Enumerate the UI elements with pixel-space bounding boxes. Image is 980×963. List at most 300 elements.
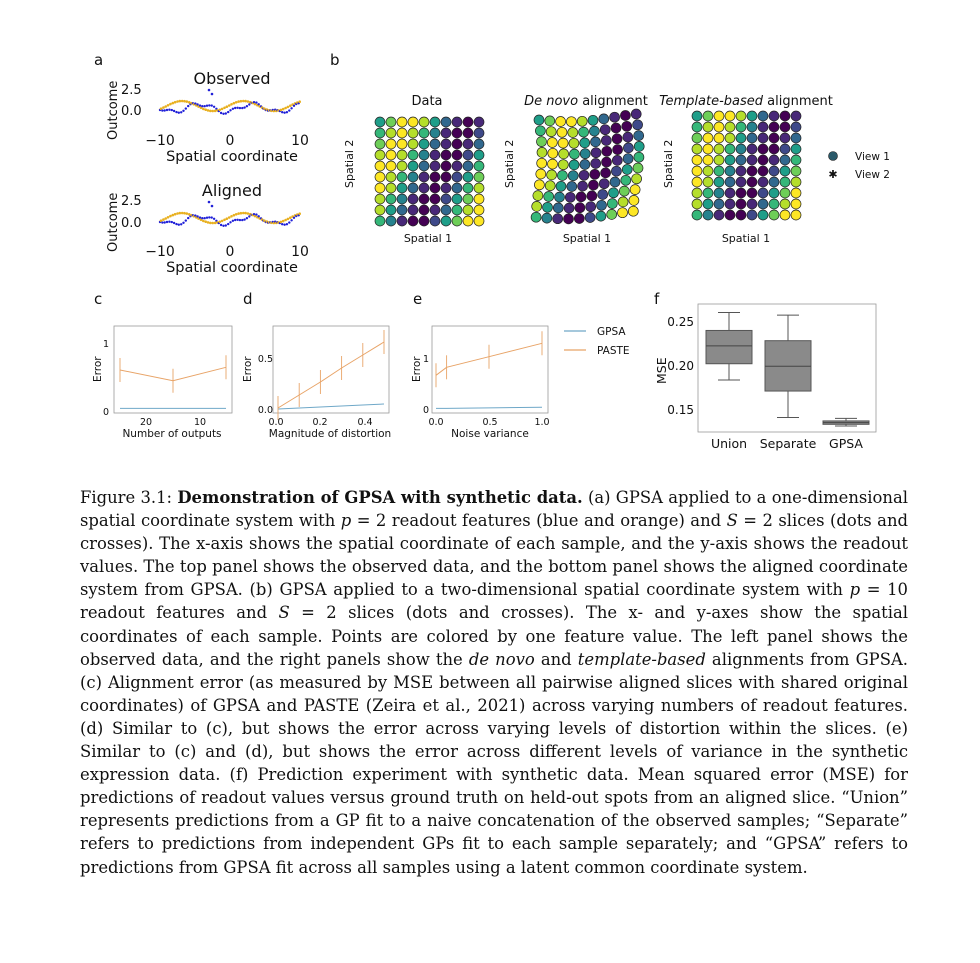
view1-point	[430, 150, 440, 160]
orange-point	[223, 107, 226, 110]
orange-point	[176, 212, 179, 215]
blue-point	[281, 223, 283, 225]
view1-point	[574, 214, 584, 224]
view1-point	[714, 122, 724, 132]
view1-point	[736, 199, 746, 209]
panel-e-xtick-0.5: 0.5	[482, 417, 498, 428]
caption-var-p: p	[849, 580, 861, 600]
blue-point	[213, 218, 215, 220]
view1-point	[430, 205, 440, 215]
view1-point	[441, 150, 451, 160]
view1-point	[386, 183, 396, 193]
blue-point	[255, 101, 257, 103]
view1-point	[791, 155, 801, 165]
panel-b-denovo-xlabel: Spatial 1	[562, 232, 612, 245]
view1-point	[580, 149, 590, 159]
view1-point	[386, 172, 396, 182]
orange-point	[169, 215, 172, 218]
view1-point	[791, 122, 801, 132]
view1-point	[599, 114, 609, 124]
blue-point	[204, 105, 206, 107]
panel-e-ytick-0: 0	[422, 405, 429, 416]
blue-point	[236, 219, 238, 221]
view1-point	[386, 194, 396, 204]
view1-point	[430, 194, 440, 204]
view1-point	[556, 117, 566, 127]
view1-point	[419, 150, 429, 160]
view1-point	[736, 111, 746, 121]
view1-point	[703, 177, 713, 187]
orange-point	[204, 220, 207, 223]
view1-point	[386, 128, 396, 138]
orange-point	[211, 222, 214, 225]
view1-point	[703, 166, 713, 176]
view1-point	[602, 157, 612, 167]
view1-point	[386, 150, 396, 160]
panel-e-frame	[432, 326, 548, 413]
orange-point	[172, 102, 175, 105]
panel-b-title-data: Data	[411, 94, 443, 109]
caption-text: alignments from GPSA. (c) Alignment error (as measured by MSE between all pairwise aligned slices with shared original coordinates) of GPSA and PASTE (Zeira et al., 2021) across varying numbers of readout features. (d) Similar to (c), but shows the error across varying levels of distortion within the slices. (e) Similar to (c) and (d), but shows the error across different levels of variance in the synthetic expression data. (f) Prediction experiment with synthetic data. Mean squared error (MSE) for predictions of readout values versus ground truth on held-out spots from an aligned slice. “Union” represents predictions from a GP fit to a naive concatenation of the observed samples; “Separate” refers to predictions from independent GPs fit to each sample separately; and “GPSA” refers to predictions from GPSA fit across all samples using a latent common coordinate system.	[80, 649, 908, 877]
view1-point	[758, 111, 768, 121]
view1-point	[535, 126, 545, 136]
view1-point	[725, 122, 735, 132]
blue-point	[178, 112, 180, 114]
caption-italic-template: template-based	[577, 649, 706, 669]
view1-point	[419, 216, 429, 226]
orange-point	[298, 212, 301, 215]
panel-b-denovo-ylabel: Spatial 2	[503, 139, 516, 188]
view1-point	[703, 144, 713, 154]
view1-point	[569, 149, 579, 159]
blue-point	[239, 219, 241, 221]
orange-point	[282, 108, 285, 111]
orange-point	[287, 106, 290, 109]
orange-point	[211, 110, 214, 113]
orange-point	[214, 110, 217, 113]
view1-point	[599, 179, 609, 189]
view1-point	[375, 117, 385, 127]
panel-f-ytick-0.25: 0.25	[667, 315, 694, 329]
view1-point	[618, 197, 628, 207]
orange-point	[284, 219, 287, 222]
view1-point	[714, 188, 724, 198]
legend-view1-marker	[829, 152, 838, 161]
view1-point	[725, 166, 735, 176]
orange-point	[282, 220, 285, 223]
blue-point	[286, 223, 288, 225]
panel-a-bottom-xtick-neg10: −10	[145, 244, 175, 260]
view1-point	[375, 216, 385, 226]
view1-point	[747, 188, 757, 198]
view1-point	[591, 148, 601, 158]
view1-point	[588, 115, 598, 125]
orange-point	[202, 108, 205, 111]
blue-point	[241, 219, 243, 221]
view1-point	[714, 177, 724, 187]
view1-point	[601, 136, 611, 146]
panel-a-bottom-title: Aligned	[201, 181, 263, 200]
series-line-paste	[278, 342, 384, 408]
view1-point	[769, 111, 779, 121]
panel-a-top-xtick-10: 10	[291, 133, 309, 149]
blue-point	[199, 104, 201, 106]
view1-point	[623, 154, 633, 164]
view1-point	[758, 177, 768, 187]
view1-point	[397, 205, 407, 215]
view1-point	[441, 172, 451, 182]
legend-paste-label: PASTE	[597, 345, 630, 357]
blue-point	[208, 201, 211, 204]
blue-point	[164, 109, 166, 111]
view1-point	[612, 134, 622, 144]
view1-point	[408, 161, 418, 171]
view1-point	[692, 155, 702, 165]
orange-point	[164, 217, 167, 220]
orange-point	[233, 102, 236, 105]
view1-point	[747, 111, 757, 121]
panel-b-title-denovo-rest: alignment	[578, 94, 648, 109]
blue-point	[243, 106, 245, 108]
view1-point	[714, 155, 724, 165]
blue-point	[206, 217, 208, 219]
panel-c-ylabel: Error	[92, 356, 104, 382]
panel-a-top-xtick-0: 0	[225, 133, 235, 149]
view1-point	[576, 192, 586, 202]
view1-point	[408, 183, 418, 193]
view1-point	[375, 183, 385, 193]
caption-text: (a) GPSA applied to a one-dimensional spatial coordinate system with	[80, 488, 908, 531]
view1-point	[769, 144, 779, 154]
blue-point	[204, 217, 206, 219]
view1-point	[419, 172, 429, 182]
view1-point	[623, 143, 633, 153]
view1-point	[622, 121, 632, 131]
panel-a-bottom-xtick-0: 0	[225, 244, 235, 260]
panel-f-xtick-union: Union	[710, 436, 748, 451]
view1-point	[419, 183, 429, 193]
blue-point	[208, 89, 211, 92]
panel-b-title-denovo-italic: De novo	[524, 94, 579, 109]
orange-point	[179, 212, 182, 215]
orange-point	[242, 100, 245, 103]
caption-italic-denovo: de novo	[468, 649, 535, 669]
panel-b-title-template-italic: Template-based	[659, 94, 764, 109]
view1-point	[634, 152, 644, 162]
view1-point	[430, 183, 440, 193]
blue-point	[187, 217, 189, 219]
panel-a-bottom-xlabel: Spatial coordinate	[166, 260, 298, 276]
blue-point	[164, 221, 166, 223]
view1-point	[463, 205, 473, 215]
panel-f-ytick-0.20: 0.20	[667, 359, 694, 373]
view1-point	[452, 161, 462, 171]
panel-letter-a: a	[94, 51, 104, 69]
blue-point	[208, 104, 210, 106]
view1-point	[463, 128, 473, 138]
panel-d-xtick-0.2: 0.2	[312, 417, 328, 428]
view1-point	[474, 139, 484, 149]
view1-point	[736, 122, 746, 132]
orange-point	[221, 220, 224, 223]
view1-point	[769, 122, 779, 132]
view1-point	[463, 183, 473, 193]
blue-point	[175, 223, 177, 225]
view1-point	[375, 139, 385, 149]
view1-point	[791, 177, 801, 187]
blue-point	[288, 109, 290, 111]
view1-point	[725, 155, 735, 165]
view1-point	[758, 166, 768, 176]
view1-point	[758, 188, 768, 198]
view1-point	[419, 205, 429, 215]
view1-point	[375, 172, 385, 182]
view1-point	[463, 117, 473, 127]
view1-point	[568, 128, 578, 138]
view1-point	[545, 116, 555, 126]
view1-point	[692, 188, 702, 198]
view1-point	[630, 185, 640, 195]
view1-point	[430, 172, 440, 182]
panel-b-figure	[340, 86, 900, 251]
panel-letter-e: e	[413, 290, 423, 308]
panel-a-bottom-ylabel: Outcome	[106, 192, 121, 252]
view1-point	[703, 122, 713, 132]
orange-point	[209, 110, 212, 113]
legend-view2-label: View 2	[855, 169, 890, 181]
blue-point	[290, 219, 292, 221]
view1-point	[430, 216, 440, 226]
panel-a-top-scatter	[159, 89, 301, 115]
view1-point	[633, 120, 643, 130]
view1-point	[758, 144, 768, 154]
orange-point	[221, 108, 224, 111]
view1-point	[430, 117, 440, 127]
view1-point	[553, 214, 563, 224]
blue-point	[283, 224, 285, 226]
orange-point	[214, 222, 217, 225]
view1-point	[631, 109, 641, 119]
view1-point	[474, 150, 484, 160]
series-line-gpsa	[278, 404, 384, 409]
blue-point	[178, 224, 180, 226]
view1-point	[692, 133, 702, 143]
orange-point	[284, 107, 287, 110]
view1-point	[714, 111, 724, 121]
panel-a-bottom-ytick-2.5: 2.5	[121, 194, 142, 209]
panel-f-figure	[650, 296, 890, 456]
view1-point	[747, 210, 757, 220]
view1-point	[386, 117, 396, 127]
panel-a-top-ytick-2.5: 2.5	[121, 83, 142, 98]
view1-point	[547, 170, 557, 180]
view1-point	[375, 128, 385, 138]
view1-point	[474, 128, 484, 138]
view1-point	[556, 181, 566, 191]
view1-point	[769, 133, 779, 143]
view1-point	[397, 128, 407, 138]
blue-point	[225, 224, 227, 226]
orange-point	[167, 104, 170, 107]
view1-point	[736, 188, 746, 198]
panel-d-ylabel: Error	[242, 356, 254, 382]
blue-point	[182, 222, 184, 224]
view1-point	[634, 131, 644, 141]
view1-point	[791, 166, 801, 176]
view1-point	[791, 111, 801, 121]
orange-point	[244, 212, 247, 215]
blue-point	[166, 221, 168, 223]
view1-point	[747, 122, 757, 132]
view1-point	[419, 139, 429, 149]
view1-point	[703, 188, 713, 198]
orange-point	[233, 214, 236, 217]
view1-point	[725, 177, 735, 187]
view1-point	[769, 199, 779, 209]
view1-point	[441, 161, 451, 171]
view1-point	[463, 150, 473, 160]
legend-view2-marker: ✱	[828, 168, 838, 181]
panel-d-xtick-0: 0.0	[268, 417, 284, 428]
blue-point	[171, 109, 173, 111]
view1-point	[791, 199, 801, 209]
view1-point	[703, 155, 713, 165]
view1-point	[703, 199, 713, 209]
view1-point	[758, 210, 768, 220]
view1-point	[397, 150, 407, 160]
view1-point	[419, 117, 429, 127]
view1-point	[557, 171, 567, 181]
blue-point	[185, 219, 187, 221]
orange-point	[280, 109, 283, 112]
view1-point	[623, 132, 633, 142]
orange-point	[235, 101, 238, 104]
view1-point	[747, 166, 757, 176]
figure-caption	[80, 486, 908, 879]
view1-point	[791, 188, 801, 198]
view1-point	[612, 155, 622, 165]
orange-point	[207, 221, 210, 224]
view1-point	[537, 147, 547, 157]
panel-d-xtick-0.4: 0.4	[357, 417, 373, 428]
caption-text: = 2 slices (dots and crosses). The x- and y-axes show the spatial coordinates of each sample. Points are colored by one feature value. The left panel shows the observed data, and the right panels show the	[80, 603, 909, 669]
caption-var-p: p	[340, 511, 352, 531]
view1-point	[633, 163, 643, 173]
view1-point	[769, 188, 779, 198]
panel-e-lines	[436, 331, 542, 408]
view1-point	[531, 212, 541, 222]
panel-d-ytick-0.5: 0.5	[257, 354, 273, 365]
view1-point	[375, 194, 385, 204]
orange-point	[247, 100, 250, 103]
view1-point	[618, 208, 628, 218]
view1-point	[544, 192, 554, 202]
blue-point	[173, 110, 175, 112]
view1-point	[736, 177, 746, 187]
view1-point	[714, 133, 724, 143]
view1-point	[463, 216, 473, 226]
panel-b-title-template	[659, 94, 833, 109]
panel-a-bottom-xtick-10: 10	[291, 244, 309, 260]
view1-point	[780, 122, 790, 132]
blue-point	[239, 107, 241, 109]
view1-point	[548, 159, 558, 169]
blue-point	[255, 213, 257, 215]
view1-point	[474, 161, 484, 171]
panel-letter-f: f	[654, 290, 660, 308]
view1-point	[758, 155, 768, 165]
panel-a-top-xtick-neg10: −10	[145, 133, 175, 149]
view1-point	[607, 209, 617, 219]
view1-point	[598, 190, 608, 200]
view1-point	[780, 133, 790, 143]
view1-point	[419, 194, 429, 204]
view1-point	[692, 122, 702, 132]
orange-point	[202, 220, 205, 223]
panel-e-ylabel: Error	[411, 356, 423, 382]
panel-f-xtick-gpsa: GPSA	[829, 436, 863, 451]
view1-point	[769, 166, 779, 176]
blue-point	[241, 107, 243, 109]
orange-point	[162, 218, 165, 221]
panel-d-ytick-0: 0.0	[257, 405, 273, 416]
view1-point	[408, 139, 418, 149]
orange-point	[219, 109, 222, 112]
panel-b-template-scatter	[692, 111, 801, 220]
view1-point	[758, 133, 768, 143]
view1-point	[703, 111, 713, 121]
orange-point	[207, 109, 210, 112]
view1-point	[736, 133, 746, 143]
view1-point	[632, 174, 642, 184]
blue-point	[180, 111, 182, 113]
view1-point	[537, 158, 547, 168]
view1-point	[474, 216, 484, 226]
legend-gpsa-label: GPSA	[597, 326, 626, 338]
blue-point	[248, 103, 250, 105]
view1-point	[441, 194, 451, 204]
panel-f-xtick-separate: Separate	[759, 436, 817, 451]
view1-point	[586, 202, 596, 212]
view1-point	[621, 175, 631, 185]
panel-b-data-scatter	[375, 116, 484, 228]
caption-bold-title: Demonstration of GPSA with synthetic data.	[177, 488, 583, 507]
view1-point	[397, 161, 407, 171]
view1-point	[546, 127, 556, 137]
view1-point	[452, 183, 462, 193]
view1-point	[780, 166, 790, 176]
view1-point	[386, 161, 396, 171]
orange-point	[237, 212, 240, 215]
view1-point	[386, 139, 396, 149]
panel-c-ytick-1: 1	[102, 339, 109, 350]
view1-point	[452, 205, 462, 215]
view1-point	[610, 112, 620, 122]
view1-point	[557, 127, 567, 137]
panel-b-data-xlabel: Spatial 1	[403, 232, 453, 245]
view1-point	[419, 161, 429, 171]
panel-a-figure	[108, 66, 328, 278]
view1-point	[579, 170, 589, 180]
view1-point	[780, 177, 790, 187]
view1-point	[769, 155, 779, 165]
orange-point	[219, 221, 222, 224]
orange-point	[162, 106, 165, 109]
panels-cde-figure	[80, 318, 660, 448]
view1-point	[463, 172, 473, 182]
view1-point	[474, 172, 484, 182]
blue-point	[201, 105, 203, 107]
